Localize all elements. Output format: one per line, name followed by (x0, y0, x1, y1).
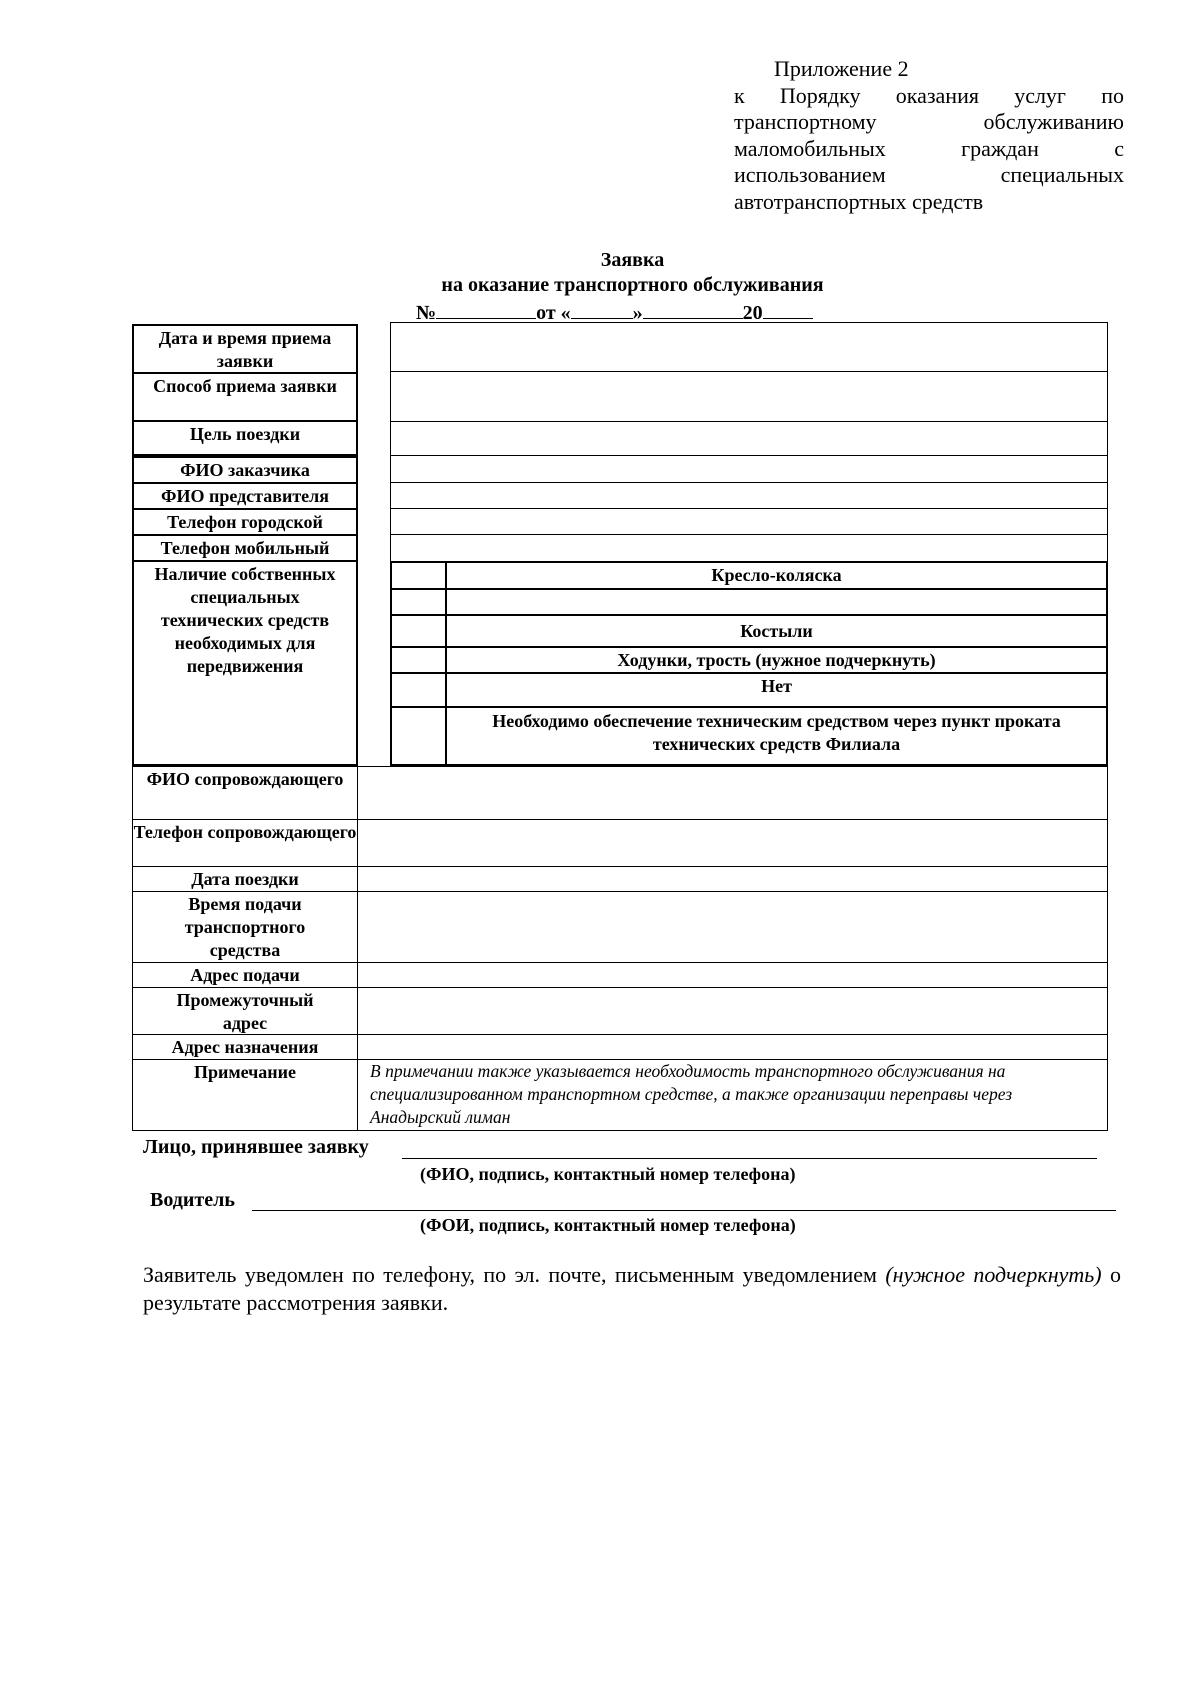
label-aids (132, 560, 358, 766)
notice-paragraph (143, 1261, 1121, 1317)
aids-option-crutches (445, 614, 1108, 648)
label-text: Цель поездки (189, 424, 301, 444)
appendix-word: по (1101, 82, 1124, 108)
label-pickup-time (132, 891, 358, 963)
appendix-row-3 (734, 136, 1124, 163)
appendix-word: с (1114, 135, 1124, 161)
label-text: ФИО сопровождающего (146, 769, 344, 789)
label-text: ФИО представителя (160, 486, 329, 506)
label-representative (132, 482, 358, 510)
value-phone-mobile[interactable] (390, 534, 1108, 562)
value-phone-city[interactable] (390, 508, 1108, 535)
aids-option-empty[interactable] (445, 588, 1108, 616)
day-field[interactable] (571, 300, 633, 319)
value-trip-date[interactable] (357, 866, 1108, 892)
aids-option-text: Кресло-коляска (711, 565, 842, 585)
label-text: Промежуточный адрес (176, 990, 314, 1033)
label-pickup-addr (132, 962, 358, 988)
label-customer (132, 456, 358, 484)
aids-option-text: Нет (761, 676, 792, 696)
value-date-time[interactable] (390, 322, 1108, 372)
form-title-block (380, 248, 885, 298)
label-purpose (132, 420, 358, 456)
receiver-signature-line[interactable] (402, 1158, 1097, 1159)
appendix-word: маломобильных (734, 135, 886, 161)
label-text: Примечание (193, 1062, 297, 1082)
label-text: Адрес назначения (171, 1037, 319, 1057)
appendix-word: услуг (1014, 82, 1066, 108)
label-escort (132, 766, 358, 820)
appendix-row-2 (734, 109, 1124, 136)
value-escort-phone[interactable] (357, 819, 1108, 867)
value-purpose[interactable] (390, 421, 1108, 456)
label-text: Адрес подачи (190, 965, 300, 985)
label-trip-date (132, 866, 358, 892)
label-text: Время подачи транспортного средства (184, 894, 306, 960)
appendix-word: транспортному (734, 109, 877, 134)
appendix-word: граждан (961, 135, 1039, 161)
value-pickup-addr[interactable] (357, 962, 1108, 988)
label-text: Телефон городской (167, 512, 323, 532)
label-text: Телефон сопровождающего (133, 822, 357, 842)
appendix-word: оказания (895, 82, 979, 108)
label-text: Дата и время приема заявки (158, 328, 332, 371)
appendix-row-4 (734, 162, 1124, 189)
driver-label: Водитель (150, 1189, 235, 1211)
appendix-word: Порядку (779, 82, 861, 108)
label-method (132, 372, 358, 422)
value-pickup-time[interactable] (357, 891, 1108, 963)
label-text: Способ приема заявки (153, 376, 337, 396)
aids-option-text: Костыли (740, 621, 813, 641)
notice-italic: (нужное подчеркнуть) (885, 1262, 1102, 1287)
value-representative[interactable] (390, 482, 1108, 509)
label-phone-city (132, 508, 358, 536)
from-label: от « (536, 302, 571, 324)
value-mid-addr[interactable] (357, 987, 1108, 1035)
appendix-word: использованием (734, 162, 886, 187)
form-title: Заявка (600, 249, 665, 271)
aids-option-walker (445, 646, 1108, 674)
aids-checkbox-empty[interactable] (390, 588, 447, 616)
receiver-hint: (ФИО, подпись, контактный номер телефона) (420, 1164, 796, 1184)
number-sign: № (416, 302, 437, 324)
aids-option-wheelchair (445, 561, 1108, 590)
label-text: Дата поездки (191, 869, 299, 889)
quote-close: » (632, 302, 643, 324)
appendix-header (734, 56, 1124, 215)
appendix-word: специальных (1000, 162, 1124, 187)
label-text: Телефон мобильный (160, 538, 330, 558)
receiver-label: Лицо, принявшее заявку (143, 1136, 369, 1158)
label-dest-addr (132, 1034, 358, 1060)
aids-option-rental (445, 706, 1108, 766)
month-field[interactable] (643, 300, 743, 319)
aids-checkbox-rental[interactable] (390, 706, 447, 766)
value-escort[interactable] (357, 766, 1108, 820)
label-date-time (132, 324, 358, 374)
value-customer[interactable] (390, 455, 1108, 483)
aids-checkbox-wheelchair[interactable] (390, 561, 447, 590)
year-prefix: 20 (742, 302, 763, 324)
appendix-row-5: автотранспортных средств (734, 188, 984, 214)
driver-signature-line[interactable] (252, 1210, 1116, 1211)
label-text: ФИО заказчика (180, 460, 310, 480)
label-mid-addr (132, 987, 358, 1035)
value-method[interactable] (390, 371, 1108, 422)
driver-hint: (ФОИ, подпись, контактный номер телефона) (420, 1215, 796, 1235)
label-escort-phone (132, 819, 358, 867)
aids-checkbox-crutches[interactable] (390, 614, 447, 648)
note-text: В примечании также указывается необходимость транспортного обслуживания на специализированном транспортном средстве, а также организации переправы через Анадырский лиман (370, 1061, 1013, 1127)
aids-checkbox-walker[interactable] (390, 646, 447, 674)
label-note (132, 1059, 358, 1131)
value-dest-addr[interactable] (357, 1034, 1108, 1060)
notice-text: Заявитель уведомлен по телефону, по эл. почте, письменным уведомлением (143, 1262, 877, 1287)
aids-checkbox-none[interactable] (390, 672, 447, 708)
aids-option-text: Необходимо обеспечение техническим средством через пункт проката технических средств Филиала (492, 711, 1061, 754)
number-field[interactable] (436, 300, 536, 319)
appendix-line1: Приложение 2 (774, 56, 909, 81)
appendix-word: к (734, 82, 745, 108)
appendix-word: обслуживанию (983, 109, 1124, 134)
appendix-row-1 (734, 83, 1124, 110)
form-subtitle: на оказание транспортного обслуживания (441, 274, 824, 296)
notice-text-end: о результате рассмотрения заявки. (143, 1262, 1121, 1315)
aids-option-text: Ходунки, трость (нужное подчеркнуть) (617, 650, 936, 670)
label-phone-mobile (132, 534, 358, 562)
year-field[interactable] (763, 300, 813, 319)
label-text: Наличие собственных специальных технических средств необходимых для передвижения (154, 564, 336, 676)
aids-option-none (445, 672, 1108, 708)
